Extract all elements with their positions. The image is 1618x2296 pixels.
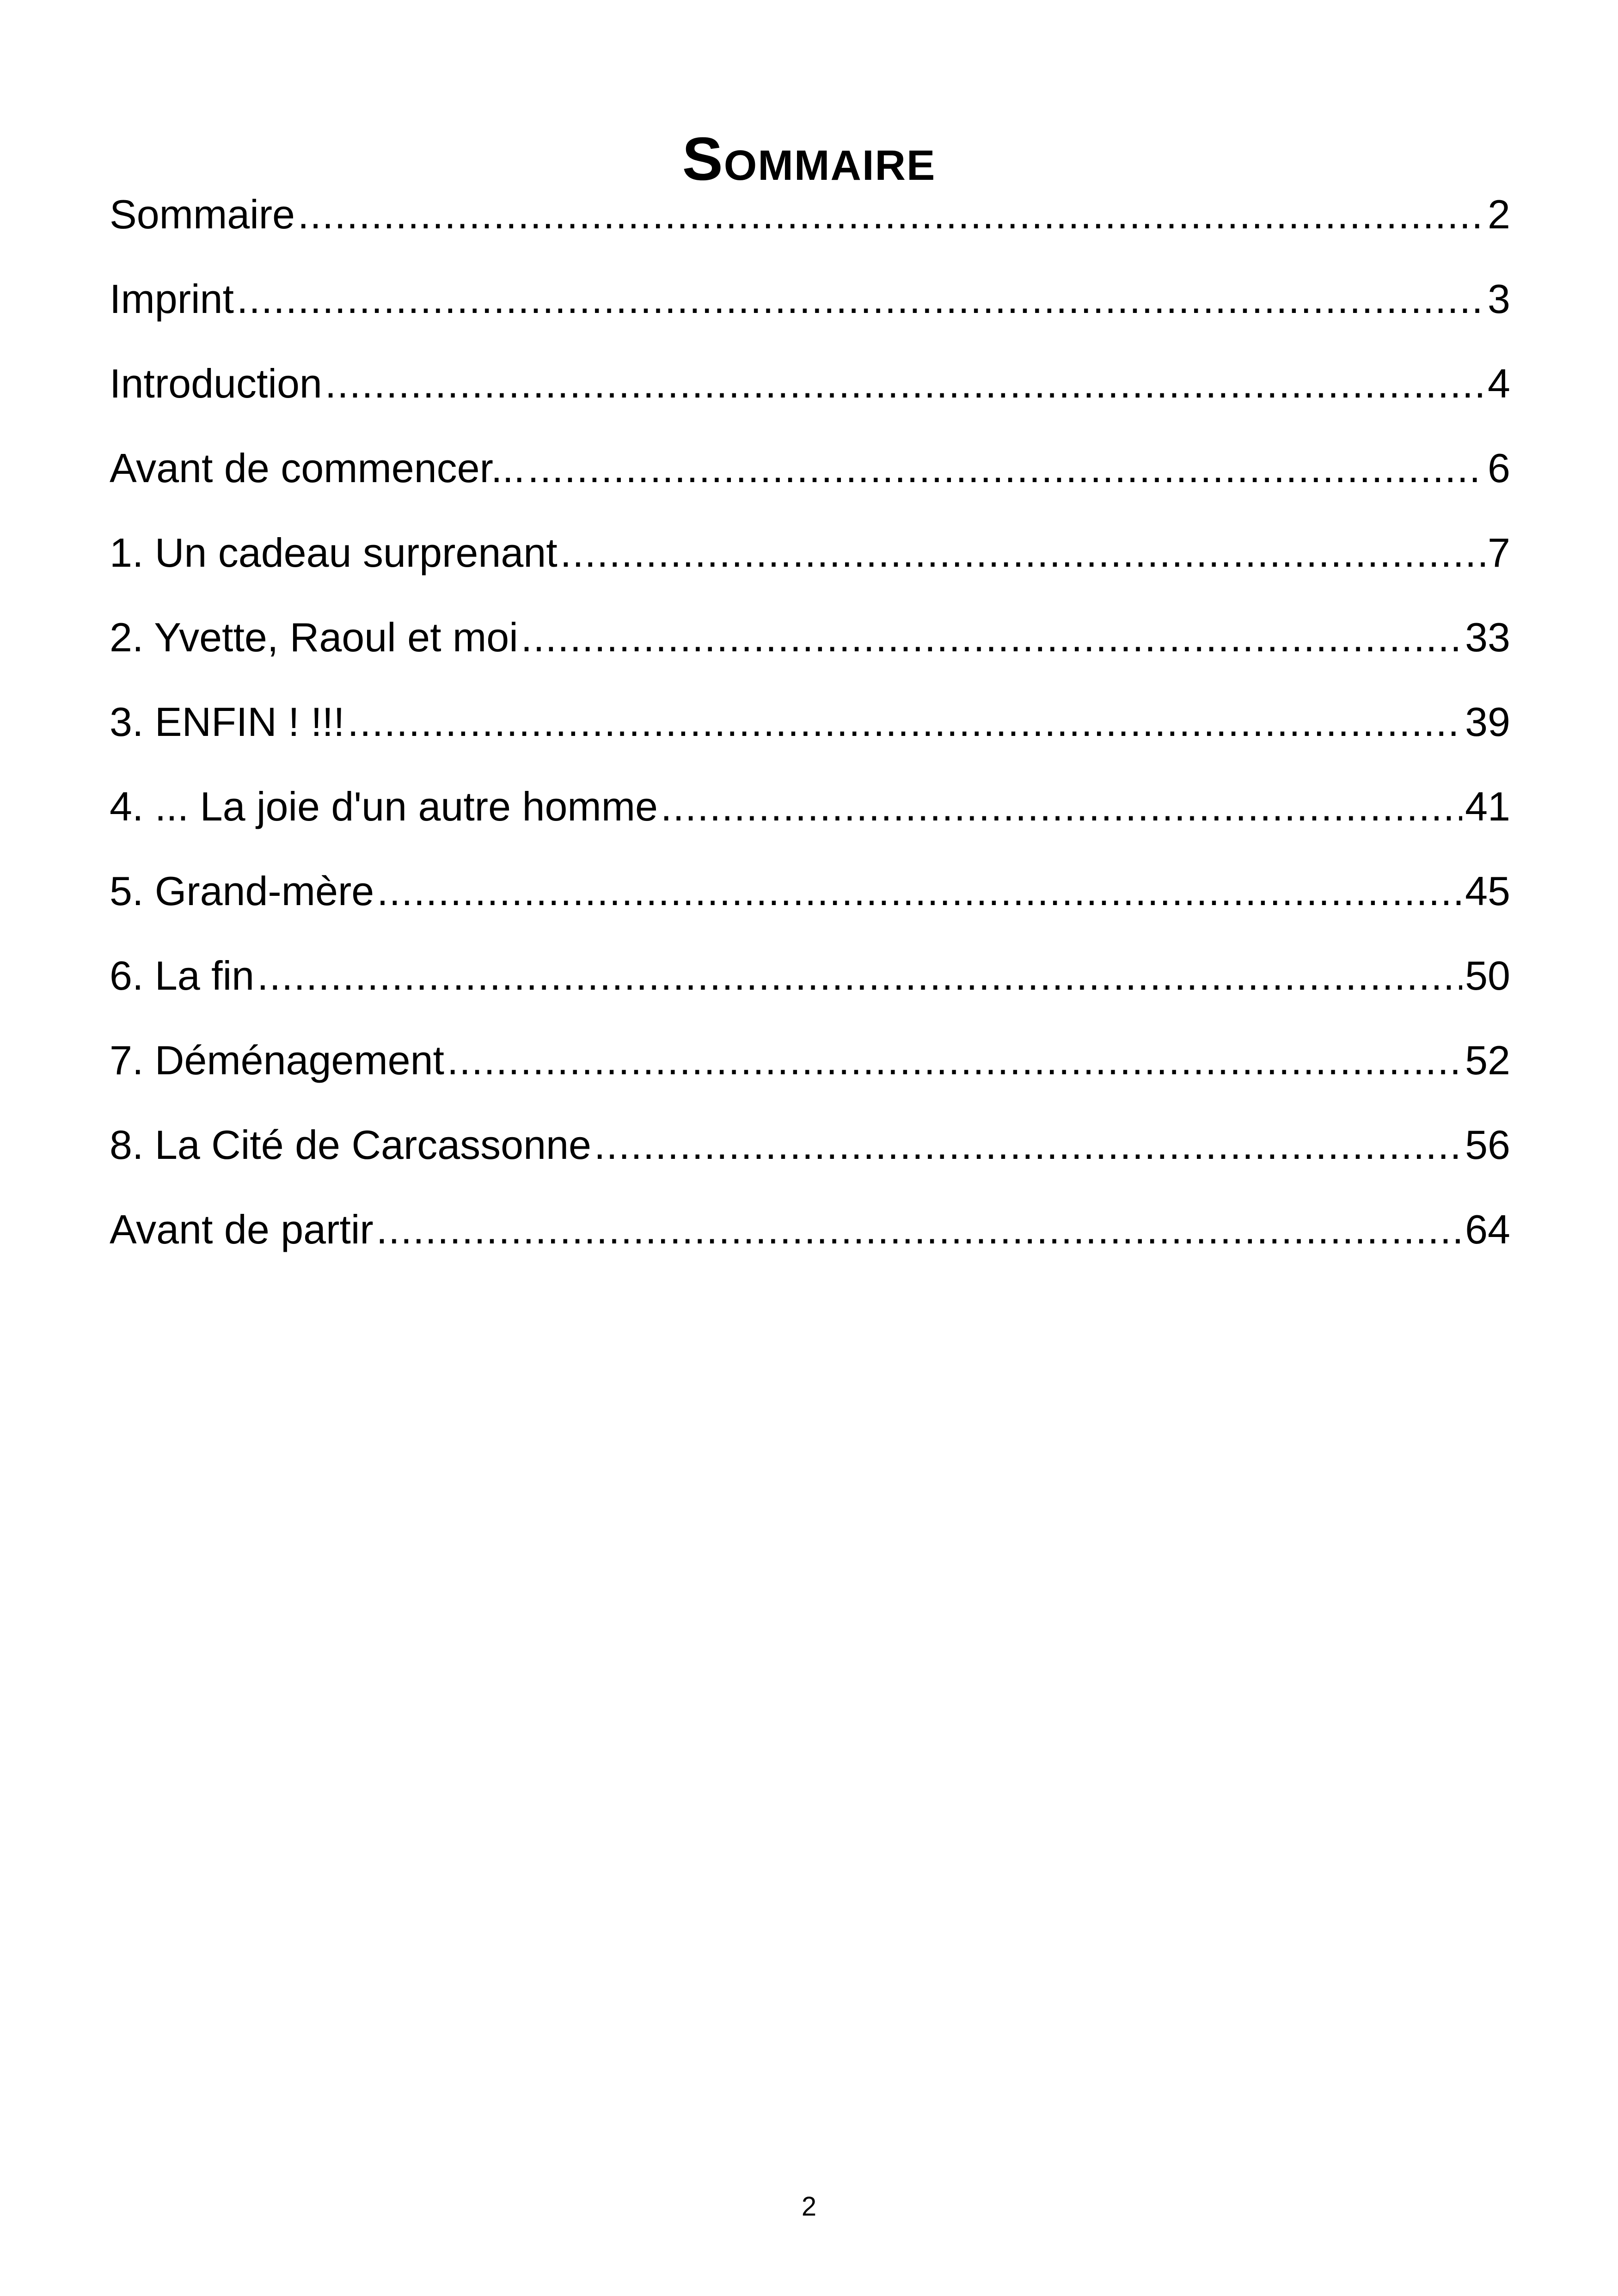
toc-entry-page: 39 <box>1465 702 1510 745</box>
toc-entry-label: 8. La Cité de Carcassonne <box>110 1125 591 1168</box>
toc-entry-page: 7 <box>1488 533 1510 576</box>
toc-dot-leader <box>560 533 1485 573</box>
toc-dot-leader <box>447 1040 1462 1081</box>
toc-dot-leader <box>325 363 1485 404</box>
toc-entry[interactable] <box>110 1209 1510 1294</box>
page-title: Sommaire <box>682 125 936 193</box>
toc-dot-leader <box>661 786 1462 827</box>
toc-entry-label: Imprint <box>110 279 234 322</box>
toc-dot-leader <box>377 871 1462 912</box>
toc-dot-leader <box>521 617 1462 658</box>
toc-entry-page: 3 <box>1488 279 1510 322</box>
toc-entry-label: 3. ENFIN ! !!! <box>110 702 345 745</box>
toc-entry[interactable] <box>110 279 1510 363</box>
toc-dot-leader <box>594 1125 1462 1165</box>
toc-entry[interactable] <box>110 702 1510 786</box>
toc-entry-label: Sommaire <box>110 194 295 237</box>
toc-entry[interactable] <box>110 786 1510 871</box>
toc-entry-page: 41 <box>1465 786 1510 829</box>
table-of-contents <box>110 194 1510 1294</box>
toc-entry[interactable] <box>110 363 1510 448</box>
toc-entry-label: 6. La fin <box>110 955 255 998</box>
toc-entry-page: 6 <box>1488 448 1510 491</box>
toc-entry-label: 1. Un cadeau surprenant <box>110 533 558 576</box>
page-number: 2 <box>801 2192 817 2222</box>
toc-entry[interactable] <box>110 533 1510 617</box>
toc-entry-page: 4 <box>1488 363 1510 406</box>
toc-entry[interactable] <box>110 1125 1510 1209</box>
toc-entry[interactable] <box>110 871 1510 955</box>
toc-entry-page: 50 <box>1465 955 1510 998</box>
toc-entry-label: 2. Yvette, Raoul et moi <box>110 617 518 660</box>
toc-entry-label: 5. Grand-mère <box>110 871 374 914</box>
toc-entry-label: 4. ... La joie d'un autre homme <box>110 786 658 829</box>
toc-entry[interactable] <box>110 617 1510 702</box>
toc-dot-leader <box>376 1209 1462 1250</box>
toc-entry[interactable] <box>110 194 1510 279</box>
toc-entry-page: 52 <box>1465 1040 1510 1083</box>
toc-dot-leader <box>527 448 1485 489</box>
toc-entry-page: 33 <box>1465 617 1510 660</box>
toc-entry-label: Avant de partir <box>110 1209 374 1252</box>
toc-dot-leader <box>298 194 1485 235</box>
toc-entry-label: 7. Déménagement <box>110 1040 444 1083</box>
toc-entry[interactable] <box>110 448 1510 533</box>
toc-entry-page: 45 <box>1465 871 1510 914</box>
toc-entry-page: 56 <box>1465 1125 1510 1168</box>
toc-entry[interactable] <box>110 955 1510 1040</box>
toc-entry-page: 64 <box>1465 1209 1510 1252</box>
toc-entry-page: 2 <box>1488 194 1510 237</box>
toc-entry[interactable] <box>110 1040 1510 1125</box>
toc-entry-label: Avant de commencer... <box>110 448 525 491</box>
toc-dot-leader <box>257 955 1462 996</box>
toc-entry-label: Introduction <box>110 363 322 406</box>
toc-dot-leader <box>348 702 1463 742</box>
toc-dot-leader <box>237 279 1485 319</box>
